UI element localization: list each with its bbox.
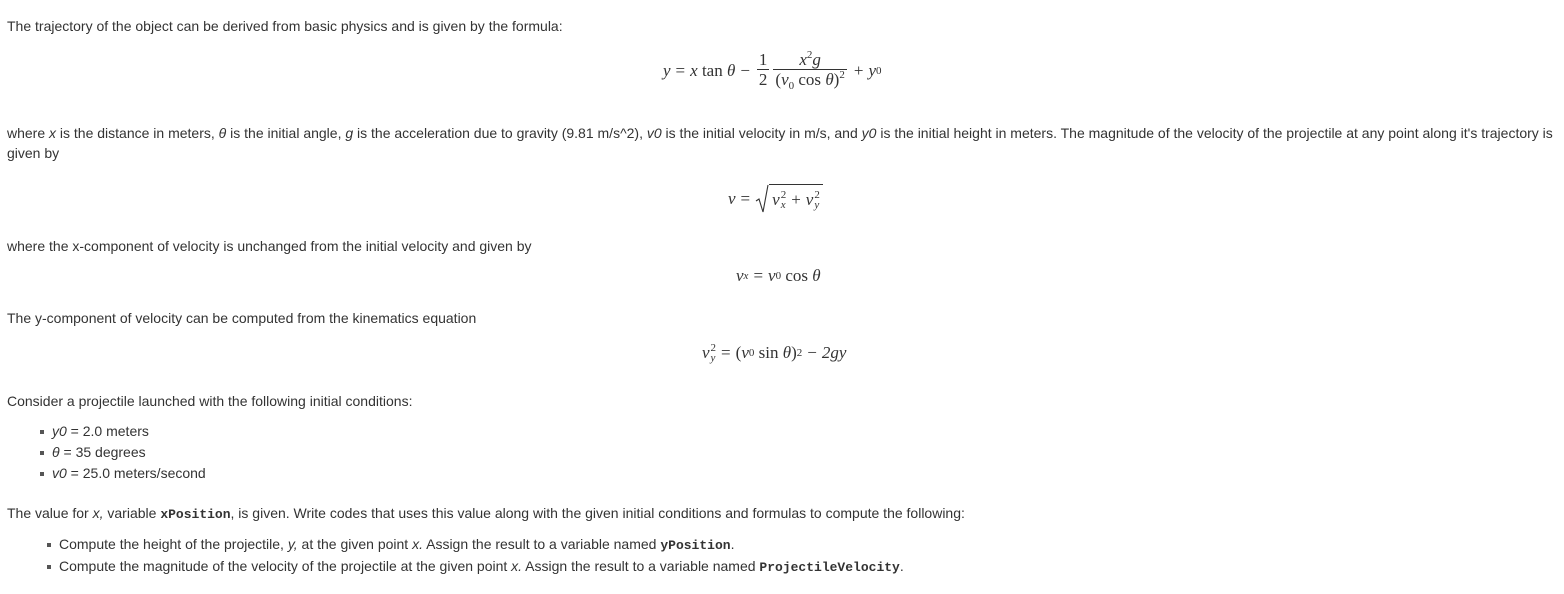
initial-conditions-list (52, 421, 206, 484)
definitions-paragraph: where x is the distance in meters, θ is the initial angle, g is the acceleration due to gravity (9.81 m/s^2), v0 is the initial velocity in m/s, and y0 is the initial height in meters. The magnitude of the velocity of the projectile at any point along it's trajectory is given by (7, 125, 1553, 161)
velocity-magnitude-equation: v = v 2 x + v 2 y (728, 184, 823, 214)
eq1-x: x (690, 60, 698, 80)
eq1-y0: y (868, 60, 876, 80)
radical-sign-icon (755, 184, 769, 214)
eq1-minus: − (740, 60, 750, 80)
eq1-equals: = (675, 60, 686, 80)
code-projectilevelocity: ProjectileVelocity (759, 560, 900, 575)
initial-conditions-heading: Consider a projectile launched with the following initial conditions: (7, 393, 413, 409)
x-component-paragraph: where the x-component of velocity is unchanged from the initial velocity and given by (7, 238, 532, 254)
list-item: v0 = 25.0 meters/second (52, 463, 206, 484)
list-item: θ = 35 degrees (52, 442, 206, 463)
eq1-theta: θ (726, 60, 736, 80)
intro-text: The trajectory of the object can be derived from basic physics and is given by the formula: (7, 18, 563, 34)
eq1-lhs: y (663, 60, 671, 80)
list-item: Compute the magnitude of the velocity of the projectile at the given point x. Assign the result to a variable named ProjectileVelocity. (59, 556, 904, 578)
trajectory-equation: y = x tan θ − $\frac{1}{2}$ $\frac{x^2g}{(v_0 \cos \theta)^2}$ + y 0 (663, 49, 882, 92)
task-list (59, 534, 904, 578)
y-component-paragraph: The y-component of velocity can be computed from the kinematics equation (7, 310, 477, 326)
square-root: v 2 x + v 2 y (755, 184, 823, 214)
list-item: Compute the height of the projectile, y, at the given point x. Assign the result to a variable named yPosition. (59, 534, 904, 556)
x-velocity-equation: v x = v 0 cos θ (736, 266, 821, 285)
code-xposition: xPosition (160, 507, 231, 522)
eq1-fraction-half: $\frac{1}{2}$ (758, 50, 768, 89)
eq1-fraction-main: $\frac{x^2g}{(v_0 \cos \theta)^2}$ (775, 49, 845, 92)
eq1-plus: + (853, 60, 864, 80)
list-item: y0 = 2.0 meters (52, 421, 206, 442)
code-yposition: yPosition (660, 538, 731, 553)
eq1-tan: tan (701, 60, 723, 80)
task-intro-paragraph: The value for x, variable xPosition, is given. Write codes that uses this value along with the given initial conditions and formulas to compute the following: (7, 505, 965, 522)
y-velocity-equation: v 2 y = ( v 0 sin θ ) 2 − 2gy (702, 342, 847, 364)
